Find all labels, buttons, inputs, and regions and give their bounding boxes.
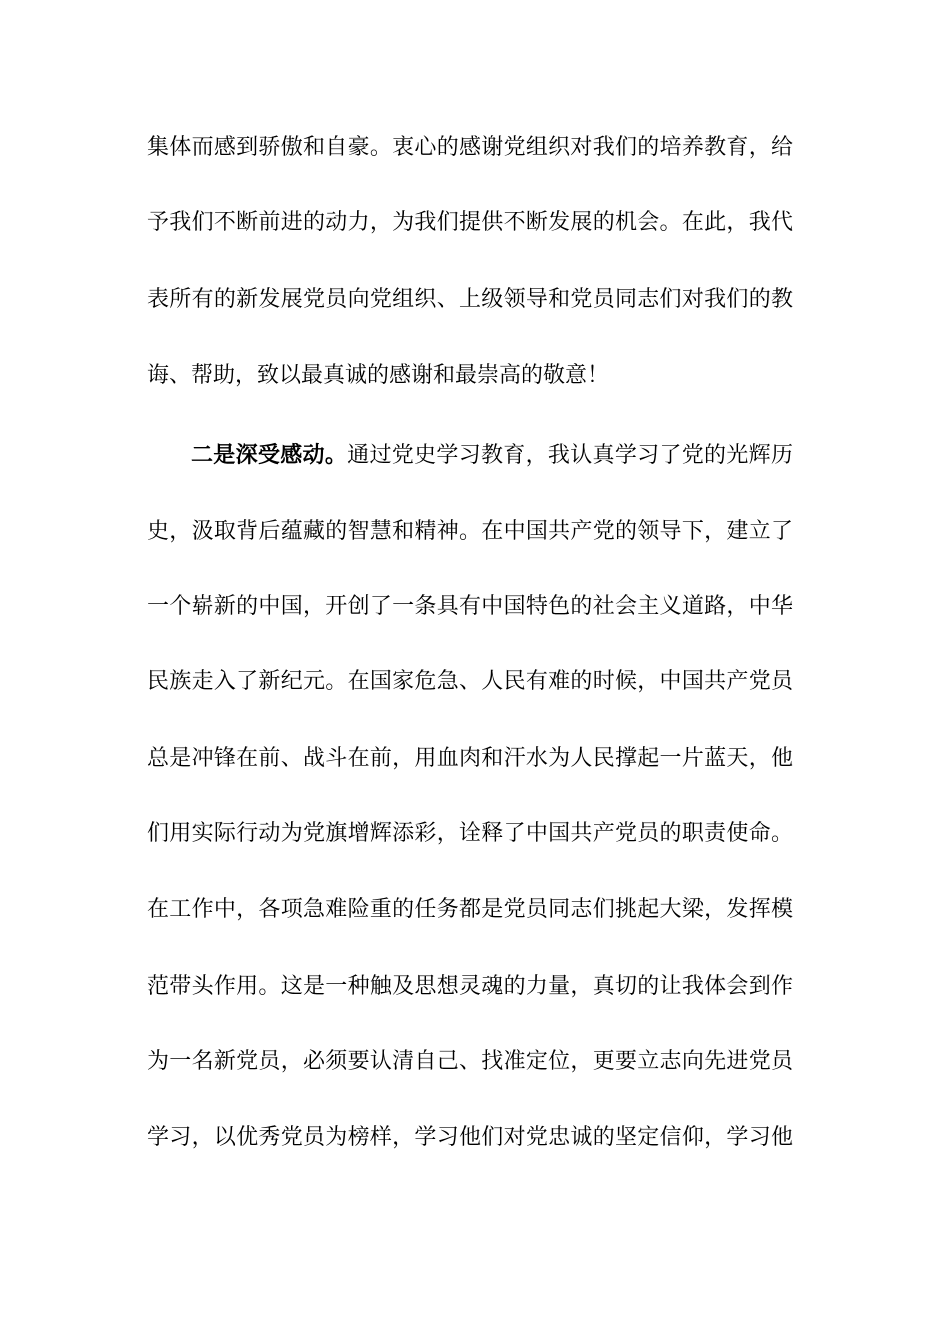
paragraph-heading: 二是深受感动。 <box>191 442 348 468</box>
text-line: 总是冲锋在前、战斗在前，用血肉和汗水为人民撑起一片蓝天，他 <box>147 746 793 771</box>
paragraph-first-line <box>191 435 793 475</box>
text-line: 范带头作用。这是一种触及思想灵魂的力量，真切的让我体会到作 <box>147 974 793 999</box>
text-line: 们用实际行动为党旗增辉添彩，诠释了中国共产党员的职责使命。 <box>147 821 793 846</box>
text-line: 予我们不断前进的动力，为我们提供不断发展的机会。在此，我代 <box>147 210 793 235</box>
text-line: 诲、帮助，致以最真诚的感谢和最崇高的敬意！ <box>147 363 610 388</box>
text-span: 通过党史学习教育，我认真学习了党的光辉历 <box>347 443 793 468</box>
text-line: 为一名新党员，必须要认清自己、找准定位，更要立志向先进党员 <box>147 1049 793 1074</box>
text-line: 史，汲取背后蕴藏的智慧和精神。在中国共产党的领导下，建立了 <box>147 519 793 544</box>
text-line: 民族走入了新纪元。在国家危急、人民有难的时候，中国共产党员 <box>147 669 793 694</box>
text-line: 在工作中，各项急难险重的任务都是党员同志们挑起大梁，发挥模 <box>147 897 793 922</box>
text-line: 一个崭新的中国，开创了一条具有中国特色的社会主义道路，中华 <box>147 594 793 619</box>
text-line: 表所有的新发展党员向党组织、上级领导和党员同志们对我们的教 <box>147 287 793 312</box>
text-line: 学习，以优秀党员为榜样，学习他们对党忠诚的坚定信仰，学习他 <box>147 1125 793 1150</box>
text-line: 集体而感到骄傲和自豪。衷心的感谢党组织对我们的培养教育，给 <box>147 135 793 160</box>
